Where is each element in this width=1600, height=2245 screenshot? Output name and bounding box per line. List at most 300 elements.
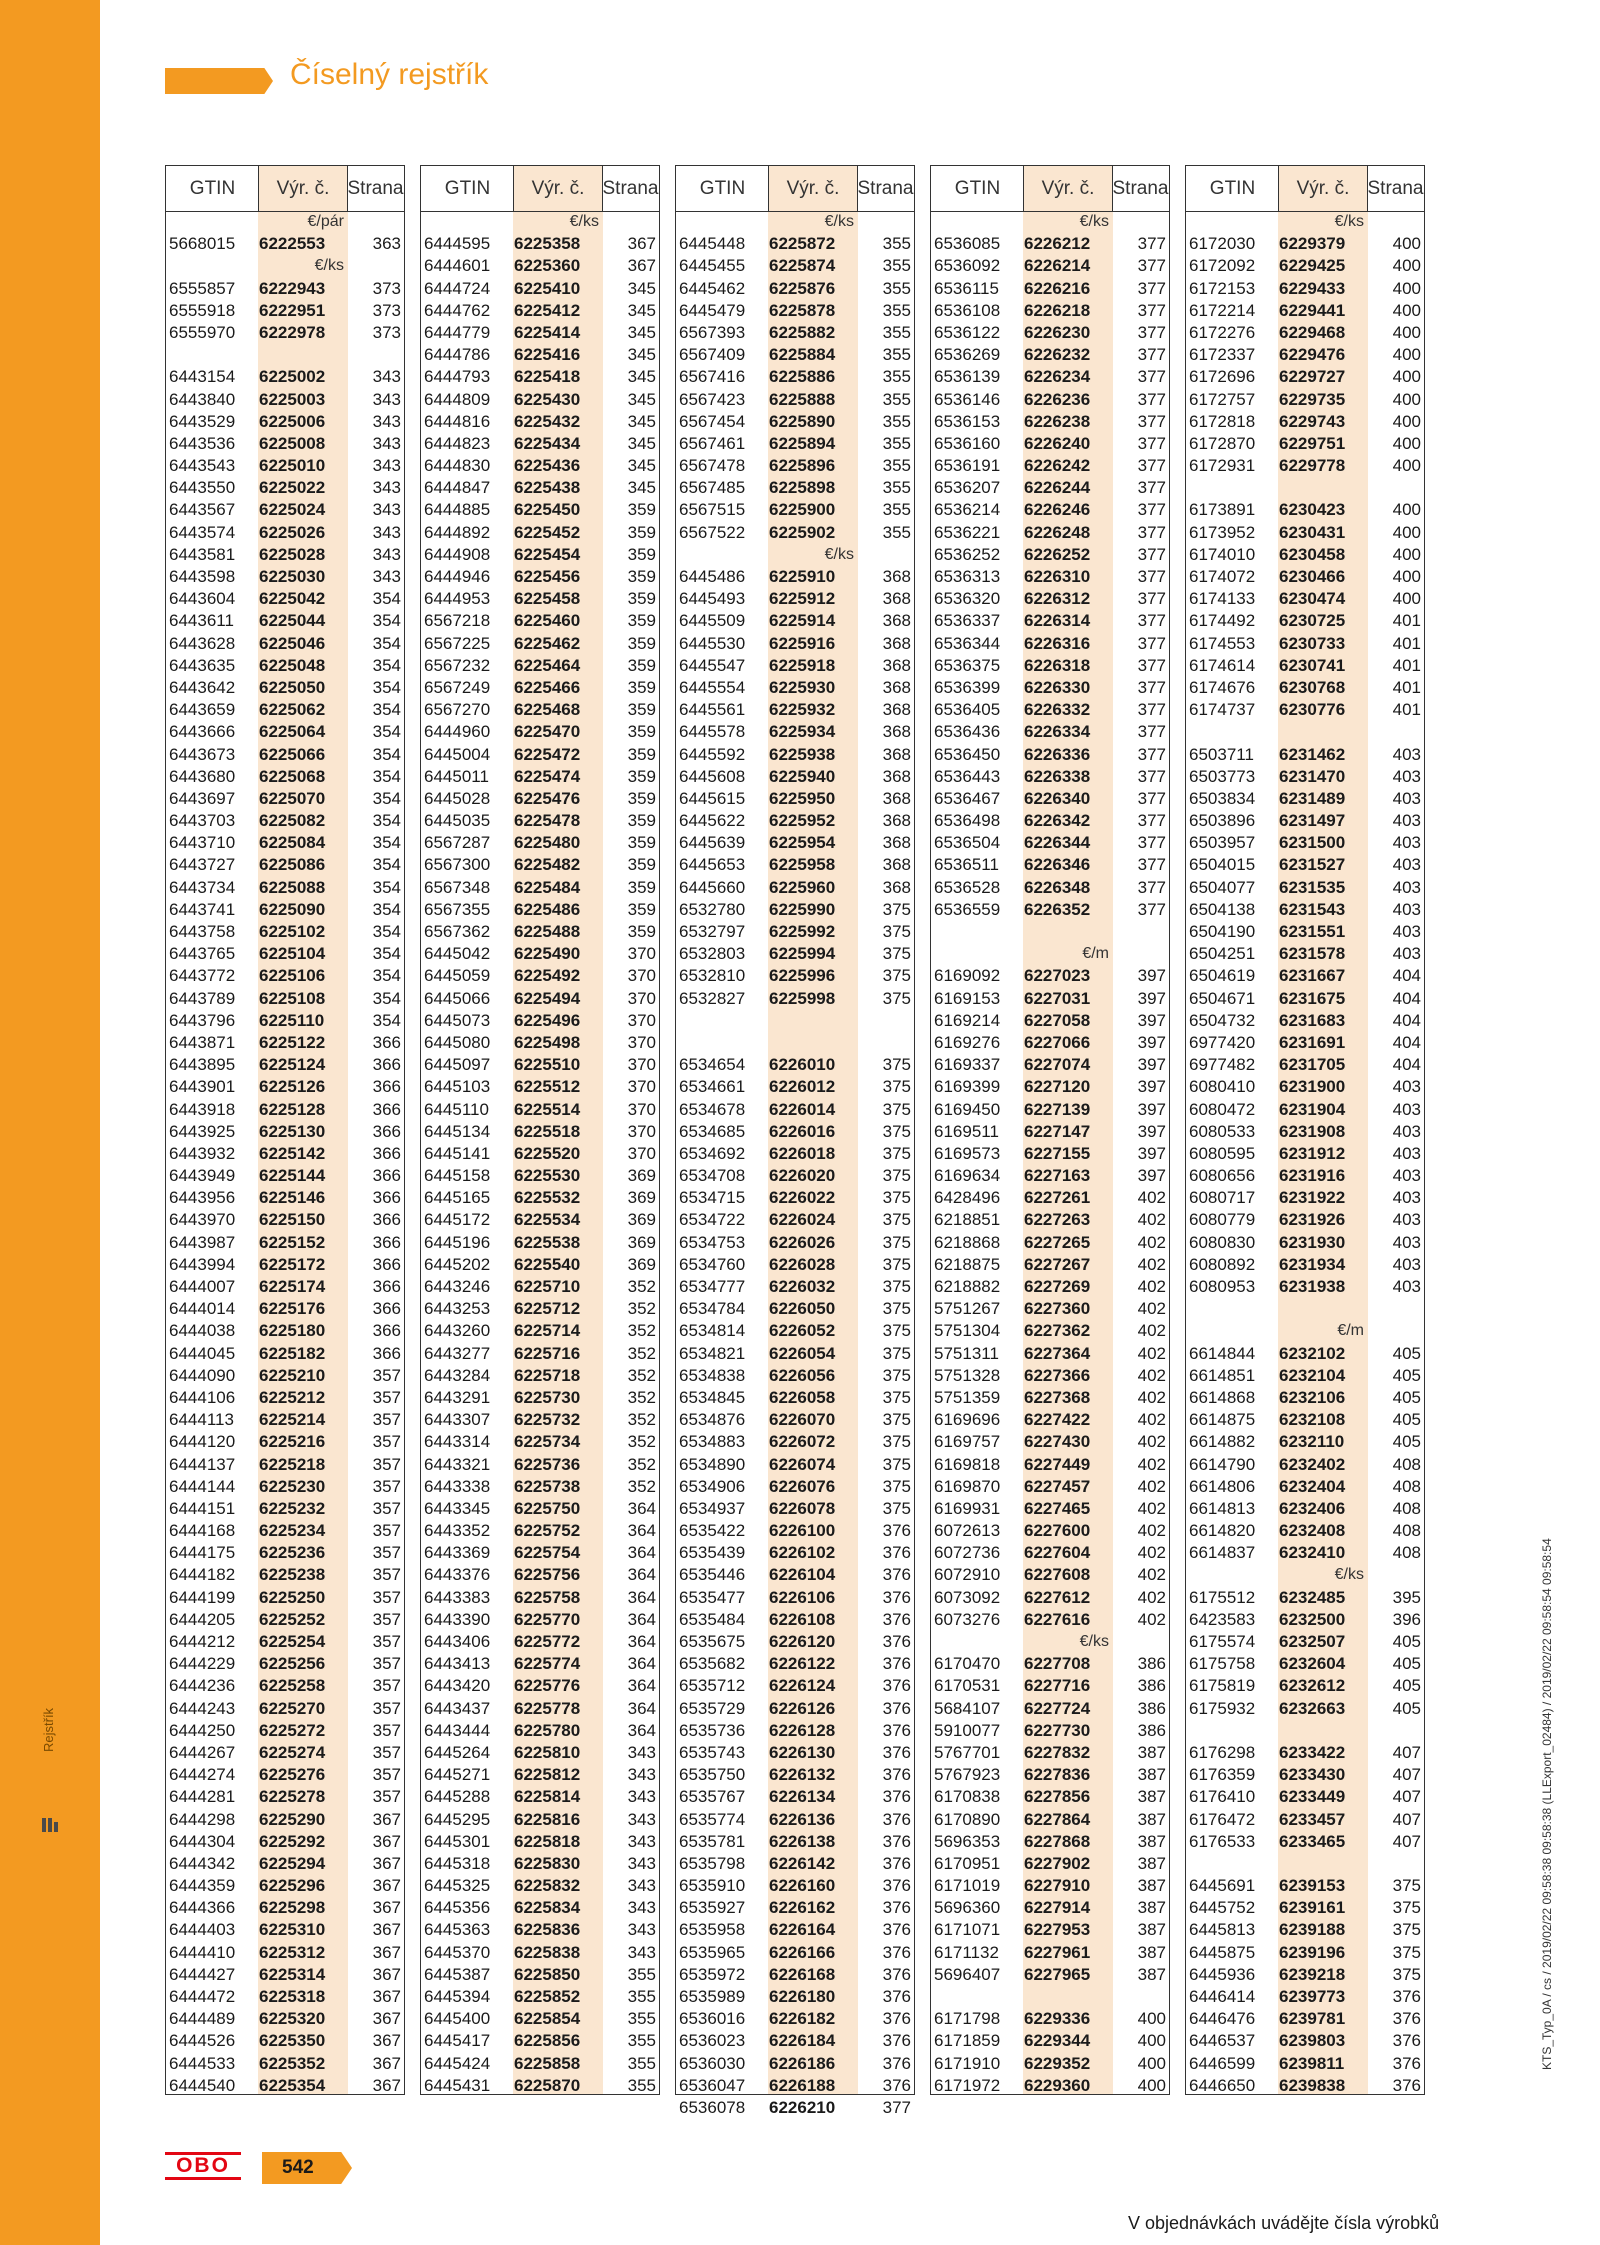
product-code-cell: 6231527 bbox=[1279, 855, 1346, 875]
table-row bbox=[166, 1476, 404, 1498]
gtin-cell: 6443390 bbox=[424, 1609, 491, 1629]
header-page: Strana bbox=[857, 178, 914, 199]
gtin-cell: 6535798 bbox=[679, 1853, 746, 1873]
gtin-cell: 6080656 bbox=[1189, 1166, 1256, 1186]
gtin-cell: 5696353 bbox=[934, 1831, 1001, 1851]
product-code-cell: 6225492 bbox=[514, 966, 581, 986]
gtin-cell: 6443918 bbox=[169, 1099, 236, 1119]
gtin-cell: 6169870 bbox=[934, 1476, 1001, 1496]
gtin-cell: 6443703 bbox=[169, 811, 236, 831]
product-code-cell: 6226180 bbox=[769, 1987, 836, 2006]
page-cell: 400 bbox=[1392, 411, 1421, 431]
table-row bbox=[166, 1786, 404, 1808]
table-row bbox=[421, 1786, 659, 1808]
page-cell: 403 bbox=[1392, 744, 1421, 764]
table-row bbox=[1186, 1099, 1424, 1121]
table-row bbox=[931, 2075, 1169, 2097]
table-row bbox=[931, 1232, 1169, 1254]
product-code-cell: 6225732 bbox=[514, 1410, 581, 1430]
gtin-cell: 6169337 bbox=[934, 1055, 1001, 1075]
product-code-cell: 6225046 bbox=[259, 633, 326, 653]
gtin-cell: 6444779 bbox=[424, 322, 491, 342]
product-code-cell: 6225320 bbox=[259, 2009, 326, 2029]
product-code-cell: 6226072 bbox=[769, 1432, 836, 1452]
page-cell: 375 bbox=[882, 1121, 911, 1141]
product-code-cell: 6225352 bbox=[259, 2053, 326, 2073]
table-row bbox=[676, 233, 914, 255]
table-row bbox=[931, 1254, 1169, 1276]
product-code-cell: 6225182 bbox=[259, 1343, 326, 1363]
product-code-cell: 6232402 bbox=[1279, 1454, 1346, 1474]
page-cell: 354 bbox=[372, 788, 401, 808]
product-code-cell: 6226024 bbox=[769, 1210, 836, 1230]
page-cell: 377 bbox=[1137, 833, 1166, 853]
page-cell: 375 bbox=[882, 1166, 911, 1186]
page-cell: 366 bbox=[372, 1343, 401, 1363]
gtin-cell: 6444946 bbox=[424, 567, 491, 586]
product-code-cell: 6227856 bbox=[1024, 1787, 1091, 1807]
page-cell: 368 bbox=[882, 700, 911, 720]
table-row bbox=[166, 1365, 404, 1387]
page-cell: 364 bbox=[627, 1521, 656, 1541]
page-cell: 355 bbox=[882, 456, 911, 476]
product-code-cell: 6226216 bbox=[1024, 278, 1091, 298]
page-cell: 357 bbox=[372, 1676, 401, 1696]
table-row bbox=[676, 1964, 914, 1986]
header-product-code: Výr. č. bbox=[514, 166, 602, 211]
page-cell: 377 bbox=[1137, 877, 1166, 897]
index-table bbox=[165, 165, 405, 2095]
table-row bbox=[676, 278, 914, 300]
page-cell: 403 bbox=[1392, 811, 1421, 831]
gtin-cell: 6443444 bbox=[424, 1720, 491, 1740]
table-row bbox=[166, 2008, 404, 2030]
gtin-cell: 6567355 bbox=[424, 899, 491, 919]
table-row bbox=[166, 766, 404, 788]
product-code-cell: 6231675 bbox=[1279, 988, 1346, 1008]
header-gtin: GTIN bbox=[444, 178, 491, 199]
product-code-cell: 6227604 bbox=[1024, 1543, 1091, 1563]
table-row bbox=[421, 1875, 659, 1897]
product-code-cell: 6226346 bbox=[1024, 855, 1091, 875]
gtin-cell: 6174737 bbox=[1189, 700, 1256, 720]
page-title: Číselný rejstřík bbox=[290, 58, 489, 91]
gtin-cell: 6445462 bbox=[679, 278, 746, 298]
page-cell: 405 bbox=[1392, 1676, 1421, 1696]
table-row bbox=[421, 366, 659, 388]
table-row bbox=[166, 943, 404, 965]
product-code-cell: 6225750 bbox=[514, 1498, 581, 1518]
page-cell: 405 bbox=[1392, 1698, 1421, 1718]
sidebar bbox=[0, 0, 100, 2245]
page-cell: 386 bbox=[1137, 1676, 1166, 1696]
product-code-cell: 6227139 bbox=[1024, 1099, 1091, 1119]
product-code-cell: 6227430 bbox=[1024, 1432, 1091, 1452]
gtin-cell: 6977482 bbox=[1189, 1055, 1256, 1075]
table-row bbox=[166, 499, 404, 521]
table-row bbox=[1186, 1875, 1424, 1897]
gtin-cell: 6445547 bbox=[679, 655, 746, 675]
gtin-cell: 6172153 bbox=[1189, 278, 1256, 298]
table-header bbox=[166, 166, 404, 212]
page-cell: 407 bbox=[1392, 1742, 1421, 1762]
product-code-cell: 6225050 bbox=[259, 677, 326, 697]
product-code-cell: 6239218 bbox=[1279, 1964, 1346, 1984]
table-row bbox=[421, 1853, 659, 1875]
table-row bbox=[1186, 300, 1424, 322]
table-row bbox=[1186, 1587, 1424, 1609]
table-row bbox=[166, 2053, 404, 2075]
product-code-cell: 6225814 bbox=[514, 1787, 581, 1807]
page-cell: 359 bbox=[627, 722, 656, 742]
page-cell: 402 bbox=[1137, 1387, 1166, 1407]
gtin-cell: 6169399 bbox=[934, 1077, 1001, 1097]
gtin-cell: 6428496 bbox=[934, 1188, 1001, 1208]
product-code-cell: 6227120 bbox=[1024, 1077, 1091, 1097]
product-code-cell: 6225214 bbox=[259, 1410, 326, 1430]
table-row bbox=[166, 1032, 404, 1054]
product-code-cell: 6227910 bbox=[1024, 1876, 1091, 1896]
product-code-cell: 6225022 bbox=[259, 478, 326, 498]
table-row bbox=[931, 854, 1169, 876]
page-cell: 367 bbox=[372, 1809, 401, 1829]
product-code-cell: 6225994 bbox=[769, 944, 836, 964]
product-code-cell: 6225470 bbox=[514, 722, 581, 742]
product-code-cell: 6231916 bbox=[1279, 1166, 1346, 1186]
page-cell: 366 bbox=[372, 1143, 401, 1163]
page-cell: 403 bbox=[1392, 1077, 1421, 1097]
page-cell: 345 bbox=[627, 433, 656, 453]
page-cell: 357 bbox=[372, 1565, 401, 1585]
product-code-cell: 6225888 bbox=[769, 389, 836, 409]
table-row bbox=[676, 1942, 914, 1964]
gtin-cell: 6444533 bbox=[169, 2053, 236, 2073]
page-cell: 387 bbox=[1137, 1831, 1166, 1851]
gtin-cell: 6443765 bbox=[169, 944, 236, 964]
page-cell: 345 bbox=[627, 478, 656, 498]
product-code-cell: 6226026 bbox=[769, 1232, 836, 1252]
product-code-cell: 6226246 bbox=[1024, 500, 1091, 520]
table-row bbox=[166, 1076, 404, 1098]
table-row bbox=[1186, 965, 1424, 987]
product-code-cell: 6225216 bbox=[259, 1432, 326, 1452]
page-cell: 367 bbox=[372, 2053, 401, 2073]
gtin-cell: 6534821 bbox=[679, 1343, 746, 1363]
product-code-cell: 6232500 bbox=[1279, 1609, 1346, 1629]
table-row bbox=[931, 1587, 1169, 1609]
gtin-cell: 6567522 bbox=[679, 522, 746, 542]
page-cell: 376 bbox=[882, 1609, 911, 1629]
page-cell: 343 bbox=[627, 1742, 656, 1762]
table-row bbox=[931, 2030, 1169, 2052]
product-code-cell: 6226242 bbox=[1024, 456, 1091, 476]
page-cell: 357 bbox=[372, 1787, 401, 1807]
gtin-cell: 6443420 bbox=[424, 1676, 491, 1696]
table-row bbox=[421, 300, 659, 322]
table-row bbox=[1186, 499, 1424, 521]
page-cell: 376 bbox=[1392, 1987, 1421, 2006]
gtin-cell: 6445424 bbox=[424, 2053, 491, 2073]
product-code-cell: 6227263 bbox=[1024, 1210, 1091, 1230]
gtin-cell: 6445813 bbox=[1189, 1920, 1256, 1940]
table-row bbox=[421, 1809, 659, 1831]
table-row bbox=[1186, 1187, 1424, 1209]
product-code-cell: 6225028 bbox=[259, 544, 326, 564]
page-cell: 376 bbox=[882, 1543, 911, 1563]
page-cell: 376 bbox=[882, 1654, 911, 1674]
table-row bbox=[931, 810, 1169, 832]
export-metadata: KTS_Typ_0A / cs / 2019/02/22 09:58:38 09:58:38 (LLExport_02484) / 2019/02/22 09:58:54 09:58:54 bbox=[1540, 1538, 1554, 2070]
table-row bbox=[676, 1875, 914, 1897]
gtin-cell: 6444472 bbox=[169, 1987, 236, 2006]
gtin-cell: 6443321 bbox=[424, 1454, 491, 1474]
table-row bbox=[1186, 455, 1424, 477]
product-code-cell: 6231934 bbox=[1279, 1254, 1346, 1274]
page-cell: 375 bbox=[882, 1210, 911, 1230]
page-cell: 375 bbox=[882, 1343, 911, 1363]
table-row bbox=[421, 255, 659, 277]
table-row bbox=[421, 433, 659, 455]
page-cell: 401 bbox=[1392, 611, 1421, 631]
gtin-cell: 6534883 bbox=[679, 1432, 746, 1452]
table-row bbox=[931, 699, 1169, 721]
table-row bbox=[931, 344, 1169, 366]
table-row bbox=[166, 1742, 404, 1764]
table-row bbox=[676, 988, 914, 1010]
product-code-cell: 6225250 bbox=[259, 1587, 326, 1607]
table-row bbox=[676, 633, 914, 655]
page-cell: 407 bbox=[1392, 1809, 1421, 1829]
page-cell: 402 bbox=[1137, 1232, 1166, 1252]
product-code-cell: 6225710 bbox=[514, 1277, 581, 1296]
page-cell: 375 bbox=[1392, 1964, 1421, 1984]
gtin-cell: 6444724 bbox=[424, 278, 491, 298]
table-row bbox=[676, 655, 914, 677]
table-row bbox=[676, 1209, 914, 1231]
table-row bbox=[421, 1919, 659, 1941]
table-row bbox=[676, 455, 914, 477]
header-product-code: Výr. č. bbox=[259, 166, 347, 211]
logo-text: OBO bbox=[176, 2154, 230, 2177]
product-code-cell: 6226054 bbox=[769, 1343, 836, 1363]
product-code-cell: 6226248 bbox=[1024, 522, 1091, 542]
page-cell: 376 bbox=[882, 2009, 911, 2029]
table-row bbox=[421, 1986, 659, 2008]
page-cell: 357 bbox=[372, 1543, 401, 1563]
table-row bbox=[676, 2030, 914, 2052]
page-cell: 352 bbox=[627, 1321, 656, 1341]
gtin-cell: 6444243 bbox=[169, 1698, 236, 1718]
gtin-cell: 6503773 bbox=[1189, 766, 1256, 786]
table-row bbox=[931, 411, 1169, 433]
table-row bbox=[421, 832, 659, 854]
gtin-cell: 6176359 bbox=[1189, 1765, 1256, 1785]
product-code-cell: 6225738 bbox=[514, 1476, 581, 1496]
page-cell: 354 bbox=[372, 1010, 401, 1030]
table-row bbox=[421, 965, 659, 987]
gtin-cell: 6444113 bbox=[169, 1410, 234, 1430]
table-row bbox=[676, 1143, 914, 1165]
gtin-cell: 6445608 bbox=[679, 766, 746, 786]
product-code-cell: 6225810 bbox=[514, 1742, 581, 1762]
page-cell: 405 bbox=[1392, 1410, 1421, 1430]
page-cell: 355 bbox=[882, 234, 911, 254]
table-row bbox=[931, 1010, 1169, 1032]
gtin-cell: 6446599 bbox=[1189, 2053, 1256, 2073]
page-cell: 375 bbox=[882, 1410, 911, 1430]
page-cell: 403 bbox=[1392, 944, 1421, 964]
header-gtin: GTIN bbox=[699, 178, 746, 199]
gtin-cell: 6080779 bbox=[1189, 1210, 1256, 1230]
gtin-cell: 6535927 bbox=[679, 1898, 746, 1918]
gtin-cell: 6536504 bbox=[934, 833, 1001, 853]
table-row bbox=[421, 1653, 659, 1675]
table-row bbox=[166, 1875, 404, 1897]
page-cell: 343 bbox=[372, 389, 401, 409]
product-code-cell: 6231912 bbox=[1279, 1143, 1346, 1163]
gtin-cell: 6567461 bbox=[679, 433, 746, 453]
product-code-cell: 6229352 bbox=[1024, 2053, 1091, 2073]
gtin-cell: 6536269 bbox=[934, 345, 1001, 365]
gtin-cell: 6444120 bbox=[169, 1432, 236, 1452]
gtin-cell: 6443772 bbox=[169, 966, 236, 986]
table-row bbox=[421, 1631, 659, 1653]
product-code-cell: 6225030 bbox=[259, 567, 326, 586]
product-code-cell: 6226214 bbox=[1024, 256, 1091, 276]
product-code-cell: 6225954 bbox=[769, 833, 836, 853]
table-row bbox=[421, 1431, 659, 1453]
gtin-cell: 6445592 bbox=[679, 744, 746, 764]
product-code-cell: 6225478 bbox=[514, 811, 581, 831]
product-code-cell: 6225472 bbox=[514, 744, 581, 764]
product-code-cell: 6226218 bbox=[1024, 300, 1091, 320]
product-code-cell: 6231900 bbox=[1279, 1077, 1346, 1097]
product-code-cell: 6225110 bbox=[259, 1010, 325, 1030]
product-code-cell: 6225070 bbox=[259, 788, 326, 808]
table-row bbox=[166, 788, 404, 810]
gtin-cell: 6534715 bbox=[679, 1188, 746, 1208]
table-body bbox=[931, 211, 1169, 2097]
table-row bbox=[931, 1786, 1169, 1808]
page-cell: 402 bbox=[1137, 1521, 1166, 1541]
page-cell: 387 bbox=[1137, 1809, 1166, 1829]
table-row bbox=[931, 2053, 1169, 2075]
table-row bbox=[676, 1454, 914, 1476]
gtin-cell: 6443994 bbox=[169, 1254, 236, 1274]
page-cell: 377 bbox=[1137, 788, 1166, 808]
page-cell: 354 bbox=[372, 833, 401, 853]
table-row bbox=[931, 1209, 1169, 1231]
gtin-cell: 6534937 bbox=[679, 1498, 746, 1518]
product-code-cell: 6230474 bbox=[1279, 589, 1346, 609]
table-row bbox=[1186, 832, 1424, 854]
page-cell: 402 bbox=[1137, 1476, 1166, 1496]
gtin-cell: 6445530 bbox=[679, 633, 746, 653]
table-row bbox=[421, 1675, 659, 1697]
page-cell: 376 bbox=[1392, 2075, 1421, 2095]
table-row bbox=[166, 699, 404, 721]
table-row bbox=[1186, 633, 1424, 655]
page-cell: 355 bbox=[882, 278, 911, 298]
gtin-cell: 6567393 bbox=[679, 322, 746, 342]
gtin-cell: 6444885 bbox=[424, 500, 491, 520]
page-cell: 375 bbox=[882, 1099, 911, 1119]
product-code-cell: 6231470 bbox=[1279, 766, 1346, 786]
table-row bbox=[166, 1542, 404, 1564]
table-row bbox=[931, 1675, 1169, 1697]
gtin-cell: 6444304 bbox=[169, 1831, 236, 1851]
product-code-cell: 6225960 bbox=[769, 877, 836, 897]
page-cell: 376 bbox=[882, 1521, 911, 1541]
table-row bbox=[421, 1365, 659, 1387]
product-code-cell: 6230733 bbox=[1279, 633, 1346, 653]
gtin-cell: 6567348 bbox=[424, 877, 491, 897]
table-row bbox=[421, 699, 659, 721]
gtin-cell: 6443307 bbox=[424, 1410, 491, 1430]
page-cell: 343 bbox=[627, 1853, 656, 1873]
table-row bbox=[166, 366, 404, 388]
page-cell: 359 bbox=[627, 788, 656, 808]
table-row bbox=[1186, 477, 1424, 499]
gtin-cell: 6445172 bbox=[424, 1210, 491, 1230]
page-cell: 403 bbox=[1392, 1121, 1421, 1141]
table-row bbox=[421, 1076, 659, 1098]
page-cell: 364 bbox=[627, 1543, 656, 1563]
gtin-cell: 6445639 bbox=[679, 833, 746, 853]
product-code-cell: 6225818 bbox=[514, 1831, 581, 1851]
product-code-cell: 6226310 bbox=[1024, 567, 1091, 586]
gtin-cell: 6536023 bbox=[679, 2031, 746, 2051]
gtin-cell: 6536160 bbox=[934, 433, 1001, 453]
table-row bbox=[1186, 544, 1424, 566]
product-code-cell: 6225498 bbox=[514, 1032, 581, 1052]
product-code-cell: 6227360 bbox=[1024, 1299, 1091, 1319]
page-cell: 377 bbox=[1137, 456, 1166, 476]
product-code-cell: 6225150 bbox=[259, 1210, 326, 1230]
page-cell: 402 bbox=[1137, 1365, 1166, 1385]
table-row bbox=[931, 832, 1169, 854]
product-code-cell: 6225238 bbox=[259, 1565, 326, 1585]
gtin-cell: 6169757 bbox=[934, 1432, 1001, 1452]
table-row bbox=[931, 1099, 1169, 1121]
page-cell: 345 bbox=[627, 278, 656, 298]
table-row bbox=[676, 1076, 914, 1098]
page-cell: 355 bbox=[882, 500, 911, 520]
gtin-cell: 6080472 bbox=[1189, 1099, 1256, 1119]
product-code-cell: 6227864 bbox=[1024, 1809, 1091, 1829]
gtin-cell: 6170951 bbox=[934, 1853, 1001, 1873]
gtin-cell: 5751311 bbox=[934, 1343, 999, 1363]
page-cell: 376 bbox=[882, 1876, 911, 1896]
page-cell: 377 bbox=[1137, 322, 1166, 342]
product-code-cell: 6225068 bbox=[259, 766, 326, 786]
table-row bbox=[421, 1520, 659, 1542]
table-row bbox=[166, 278, 404, 300]
product-code-cell: 6225434 bbox=[514, 433, 581, 453]
page-cell: 376 bbox=[882, 1698, 911, 1718]
product-code-cell: 6226136 bbox=[769, 1809, 836, 1829]
gtin-cell: 6536450 bbox=[934, 744, 1001, 764]
gtin-cell: 6534838 bbox=[679, 1365, 746, 1385]
gtin-cell: 6218851 bbox=[934, 1210, 1001, 1230]
page-cell: 375 bbox=[882, 1365, 911, 1385]
product-code-cell: 6225176 bbox=[259, 1299, 326, 1319]
product-code-cell: 6226050 bbox=[769, 1299, 836, 1319]
page-cell: 355 bbox=[882, 300, 911, 320]
page-cell: 357 bbox=[372, 1476, 401, 1496]
product-code-cell: 6225124 bbox=[259, 1055, 326, 1075]
table-row bbox=[676, 2097, 914, 2119]
